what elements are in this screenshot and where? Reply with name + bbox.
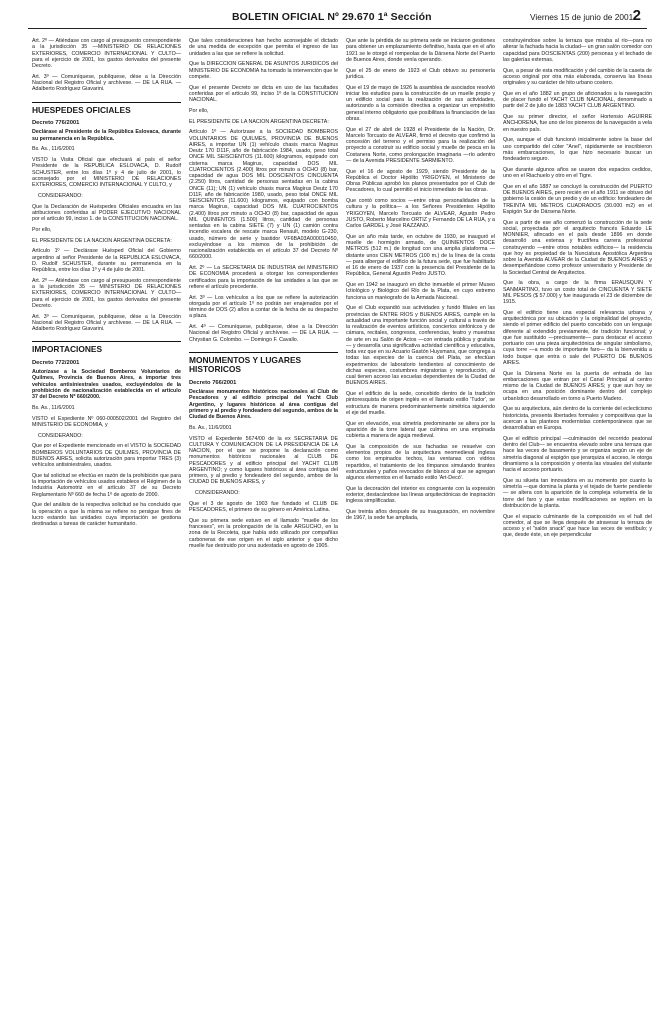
column-4: [503, 38, 652, 543]
paragraph: Que su primer director, el señor Hortensio AGUIRRE ANCHORENA, fue uno de los pioneros de la navegación a vela en nuestro país.: [503, 114, 652, 133]
paragraph: Que en el año 1887 se concluyó la construcción del PUERTO DE BUENOS AIRES, pero recién en el año 1911 se obtuvo del gobierno la cesión de un predio y de un edificio: fondeadero de TREINTA MIL METROS CUADRADOS (30.000 m2) en el Espigón Sur de Dársena Norte.: [503, 183, 652, 215]
paragraph: Que en elevación, esa simetría predominante se altera por la aparición de la torre lateral que culmina en una empinada cubierta a manera de aguja medieval.: [346, 420, 495, 439]
paragraph: EL PRESIDENTE DE LA NACION ARGENTINA DECRETA:: [189, 118, 329, 125]
paragraph: Que un año más tarde, en octubre de 1930, se inauguró el muelle de hormigón armado, de QUINIENTOS DOCE METROS (512 m.) de longitud con una amplia plataforma —distante unos CIEN METROS (100 m.) de la línea de la costa— para albergar el edificio de la futura sede, que fue habilitado el 16 de enero de 1937 con la presencia del Presidente de la República, General Agustín Pedro JUSTO.: [346, 233, 495, 278]
paragraph: Que, aunque el club funcionó inicialmente sobre la base del uso compartido del cúter "Anel", rápidamente se inscribieron más embarcaciones, lo que hizo necesario buscar un fondeadero seguro.: [503, 137, 652, 162]
decree-date: Bs. As., 11/6/2001: [32, 146, 75, 153]
decree-summary: Declárase al Presidente de la República Eslovaca, durante su permanencia en la República.: [32, 129, 181, 142]
paragraph: Que tales consideraciones han hecho aconsejable el dictado de una medida de excepción que permita el ingreso de las unidades a las que se refiere la solicitud.: [189, 38, 338, 57]
paragraph: Que contó como socios —entre otras personalidades de la cultura y la política— a los Señores Presidentes Hipólito YRIGOYEN, Marcelo Torcuato de ALVEAR, Agustín Pedro JUSTO, Roberto Marcelino ORTIZ y Fernando DE LA RUA, y a Carlos GARDEL y José RAZZANO.: [346, 198, 495, 229]
paragraph: Que la Declaración de Huéspedes Oficiales encuadra en las atribuciones conferidas al PODER EJECUTIVO NACIONAL por el artículo 99, inciso 1. de la CONSTITUCION NACIONAL.: [32, 203, 181, 223]
paragraph: Art. 2º — La SECRETARIA DE INDUSTRIA del MINISTERIO DE ECONOMIA procederá a otorgar los correspondientes certificados para la importación de las unidades a las que se refiere el artículo precedente.: [189, 265, 338, 290]
decree-date: Bs. As., 11/6/2001: [32, 404, 75, 411]
paragraph: Que del análisis de la respectiva solicitud se ha concluido que la operación a que la misma se refiere no persigue fines de lucro estando las unidades cuya importación se gestiona destinadas a tareas de carácter humanitario.: [32, 502, 181, 528]
paragraph: Que su arquitectura, aún dentro de la corriente del eclecticismo historicista, presenta libertades formales y compositivas que la acercan a las planteos modernistas contemporáneos que se desarrollaban en Europa.: [503, 406, 652, 431]
paragraph: Art. 2º — Atiéndase con cargo al presupuesto correspondiente a la jurisdicción 35 — MINISTERIO DE RELACIONES EXTERIORES, COMERCIO INTERNACIONAL Y CULTO— para el ejercicio de 2001, los gastos derivados del presente Decreto.: [32, 277, 181, 309]
column-3: [346, 38, 495, 526]
paragraph: Que el 25 de enero de 1923 el Club obtuvo su personería jurídica.: [346, 67, 495, 80]
paragraph: Por ello,: [189, 107, 209, 114]
paragraph: Que el edificio principal —culminación del recorrido peatonal dentro del Club— se encuentra elevado sobre una terraza que hace las veces de basamento y se organiza según un eje de simetría diagonal al espigón que jerarquiza el acceso, le otorga dinamismo a la composición y orienta las visuales del visitante hacia el acceso portuario.: [503, 435, 652, 473]
paragraph: CONSIDERANDO:: [38, 192, 83, 199]
paragraph: Que el 19 de mayo de 1926 la asamblea de asociados resolvió iniciar los estudios para la construcción de un muelle propio y un edificio social para la realización de sus actividades, autorizando a la comisión directiva a organizar un empréstito general interno obligatorio que posibilitara la financiación de las obras.: [346, 84, 495, 122]
paragraph: Art. 3º — Comuníquese, publíquese, dése a la Dirección Nacional del Registro Oficial y archívese. — DE LA RUA. — Adalberto Rodríguez Giavarini.: [32, 73, 181, 93]
section-title: MONUMENTOS Y LUGARES HISTORICOS: [189, 352, 338, 375]
paragraph: Que en 1942 se inauguró en dicho inmueble el primer Museo Ictiológico y Biológico del Río de la Plata, en cuyo extremo funciona un maréografo de la Armada Nacional.: [346, 282, 495, 301]
paragraph: Que a partir de ese año comenzó la construcción de la sede social, proyectada por el arquitecto francés Eduardo LE MONNIER, afincado en el país desde 1896 en donde desarrolló una extensa y fructífera carrera profesional construyendo —entre otros notables edificios— la residencia que hoy es propiedad de la Nunciatura Apostólica Argentina sobre la Avenida ALVEAR de la Ciudad de BUENOS AIRES y desempeñándose como profesor universitario y Presidente de la Sociedad Central de Arquitectos.: [503, 219, 652, 276]
paragraph: Que la decoración del interior es congruente con la expresión exterior, destacándose las líneas arquitectónicas de inspiración inglesa simplificadas.: [346, 485, 495, 505]
paragraph: Que su silueta tan innovadora en su momento por cuanto la simetría —que domina la planta y el tejado de fuerte pendiente— se altera con la aparición de la compleja volumetría de la torre del faro y que estas modificaciones se repiten en la distribución de la planta.: [503, 477, 652, 509]
decree-number: Decreto 772/2001: [32, 359, 80, 366]
paragraph: Que la obra, a cargo de la firma ERAUSQUIN Y SANMARTINO, tuvo un costo total de CINCUENTA Y SIETE MIL PESOS ($ 57.000) y fue inaugurada el 23 de diciembre de 1915.: [503, 280, 652, 305]
paragraph: Artículo 1º — Declárase Huésped Oficial del Gobierno argentino al señor Presidente de la REPUBLICA ESLOVACA, D. Rudolf SCHUSTER, durante su permanencia en la República, entre los días 1º y 4 de julio de 2001.: [32, 248, 181, 274]
decree-number: Decreto 776/2001: [32, 120, 80, 127]
decree-summary: Declárase monumentos históricos nacionales al Club de Pescadores y al edificio principal del Yacht Club Argentino, y lugares históricos al área contigua del primero y al predio y fondeadero del segundo, ambos de la Ciudad de Buenos Aires.: [189, 389, 338, 421]
paragraph: CONSIDERANDO:: [195, 490, 240, 497]
decree-number: Decreto 766/2001: [189, 379, 237, 386]
paragraph: Que en el año 1882 un grupo de aficionados a la navegación de placer fundó el YACHT CLUB NACIONAL, denominado a partir del 2 de julio de 1883 YACHT CLUB ARGENTINO.: [503, 90, 652, 110]
paragraph: Que la Dársena Norte es la puerta de entrada de las embarcaciones que entran por el Canal Principal al centro mismo de la Ciudad de BUENOS AIRES; y que aun hoy se ocupa en una posición dominante dentro del complejo urbanístico desarrollado en torno a Puerto Madero.: [503, 370, 652, 402]
paragraph: Que durante algunos años se usaron dos espacios cedidos, uno en el Riachuelo y otro en el Tigre.: [503, 166, 652, 179]
paragraph: Art. 4º — Comuníquese, publíquese, dése a la Dirección Nacional del Registro Oficial y archívese. — DE LA RUA. — Chrystian G. Colombo. — Domingo F. Cavallo.: [189, 324, 338, 343]
paragraph: Que tal solicitud se efectúa en razón de la prohibición que para la importación de vehículos usados establece el Régimen de la Industria Automotriz en el artículo 37 de su Decreto Reglamentario Nº 660 de fecha 1º de agosto de 2000.: [32, 472, 181, 498]
section-title: IMPORTACIONES: [32, 341, 181, 355]
paragraph: Por ello,: [32, 226, 52, 233]
paragraph: Que la DIRECCION GENERAL DE ASUNTOS JURIDICOS del MINISTERIO DE ECONOMIA ha tomado la intervención que le compete.: [189, 61, 338, 80]
paragraph: Que la composición de sus fachadas se resuelve con elementos propios de la arquitectura neomedieval inglesa como los empinados techos, las ventanas con vidrios repartidos, el tratamiento de los tímpanos simulando tirantes estructurales y paños revocados de blanco al que se agregan algunos elementos en el llamado estilo 'Art-Decó'.: [346, 443, 495, 481]
paragraph: Que el 16 de agosto de 1929, siendo Presidente de la República el Doctor Hipólito YRIGOYEN, el Ministerio de Obras Públicas aprobó los planos presentados por el Club de Pescadores, lo cual permitió el inicio inmediato de las obras.: [346, 168, 495, 194]
paragraph: Que el presente Decreto se dicta en uso de las facultades conferidas por el artículo 99, inciso 1º de la CONSTITUCION NACIONAL.: [189, 84, 338, 103]
paragraph: Que ante la pérdida de su primera sede se iniciaron gestiones para obtener un emplazamiento definitivo, hasta que en el año 1921 se le otorgó el rompeolas de la Dársena Norte del Puerto de Buenos Aires, donde venía operando.: [346, 38, 495, 63]
paragraph: CONSIDERANDO:: [38, 432, 83, 439]
paragraph: Que el espacio culminante de la composición es el hall del comedor, al que se llega después de atravesar la terraza de acceso y el "salón snack" que hace las veces de vestíbulo; y que, desde éste, un eje perpendicular: [503, 513, 652, 539]
page-number: 2: [632, 7, 641, 24]
paragraph: VISTO el Expediente Nº 060-000502/2001 del Registro del MINISTERIO DE ECONOMIA, y: [32, 415, 181, 428]
paragraph: Que, a pesar de esta modificación y del cambio de la caseta de acceso original por otra más elaborada, conserva las líneas originales y su carácter de hito urbano costero.: [503, 67, 652, 86]
bulletin-title: BOLETIN OFICIAL Nº 29.670 1ª Sección: [232, 11, 432, 23]
decree-summary: Autorízase a la Sociedad Bomberos Voluntarios de Quilmes, Provincia de Buenos Aires, a importar tres vehículos antisiniestrales usados, excluyéndolos de la prohibición de nacionalización establecida en el artículo 37 del Decreto Nº 660/2000.: [32, 369, 181, 401]
paragraph: Art. 3º — Comuníquese, publíquese, dése a la Dirección Nacional del Registro Oficial y archívese. — DE LA RUA. — Adalberto Rodríguez Giavarini.: [32, 313, 181, 333]
paragraph: VISTO el Expediente 5674/00 de la ex SECRETARIA DE CULTURA Y COMUNICACION DE LA PRESIDENCIA DE LA NACION, por el que se propone la declaración como monumentos históricos nacionales al CLUB DE PESCADORES y al edificio principal del YACHT CLUB ARGENTINO; y como lugares históricos al área contigua del primero, y al predio y fondeadero del segundo, ambos de la CIUDAD DE BUENOS AIRES, y: [189, 435, 338, 486]
paragraph: Que el edificio de la sede, concebido dentro de la tradición pintoresquista de origen inglés en el llamado estilo 'Tudor', se estructura de manera predominantemente simétrica siguiendo el eje del muelle.: [346, 391, 495, 416]
issue-date: Viernes 15 de junio de 2001: [530, 12, 634, 22]
paragraph: Que el Club expandió sus actividades y fundó filiales en las provincias de ENTRE RIOS y BUENOS AIRES, cumple en la actualidad una importante función social y cultural a través de la realización de eventos artísticos, conciertos sinfónicos y de cámara, recitales, congresos, conferencias, teatro y muestras de arte en su Salón de Actos —con entrada pública y gratuita— y desarrolla una significativa actividad científica y educativa, toda vez que en su Acuario Gastón Huysmans, que congrega a todas las especies de la cuenca del Plata, se efectúan experimentos de laboratorio tendientes al conocimiento de dichas especies, costumbres migratorias y reproducción, al cual tienen acceso las escuelas dependientes de la Ciudad de BUENOS AIRES.: [346, 305, 495, 387]
paragraph: construyéndose sobre la terraza que miraba al río—para no alterar la fachada hacia la ciudad— un gran salón comedor con capacidad para DOSCIENTAS (200) personas y el techado de las galerías externas.: [503, 38, 652, 63]
column-2: [189, 38, 338, 554]
paragraph: Que treinta años después de su inauguración, en noviembre de 1967, la sede fue ampliada,: [346, 509, 495, 522]
paragraph: Que por el Expediente mencionado en el VISTO la SOCIEDAD BOMBEROS VOLUNTARIOS DE QUILMES, PROVINCIA DE BUENOS AIRES, solicita autorización para importar TRES (3) vehículos antisiniestrales, usados.: [32, 443, 181, 469]
column-1: [32, 38, 181, 532]
section-title: HUESPEDES OFICIALES: [32, 102, 181, 116]
paragraph: VISTO la Visita Oficial que efectuará al país el señor Presidente de la REPUBLICA ESLOVACA, D. Rudolf SCHUSTER, entre los días 1º y 4 de julio de 2001, lo aconsejado por el MINISTERIO DE RELACIONES EXTERIORES, COMERCIO INTERNACIONAL Y CULTO, y: [32, 157, 181, 189]
paragraph: EL PRESIDENTE DE LA NACION ARGENTINA DECRETA:: [32, 237, 172, 244]
decree-date: Bs. As., 11/6/2001: [189, 424, 232, 431]
paragraph: Que el edificio tiene una especial relevancia urbana y arquitectónica por su ubicación y la originalidad del proyecto, siendo el primer edificio del puerto concebido con un lenguaje diferente al extendido previamente, de tradición funcional; y que fue sustituido —precisamente— para destacar el acceso portuario con una pieza arquitectónica de singular simbolismo, cuya torre —a modo de importante faro— da la bienvenida a todo buque que entra o sale del PUERTO DE BUENOS AIRES.: [503, 309, 652, 366]
paragraph: Art. 2º — Atiéndase con cargo al presupuesto correspondiente a la jurisdicción 35 —MINISTERIO DE RELACIONES EXTERIORES, COMERCIO INTERNACIONAL Y CULTO— para el ejercicio de 2001, los gastos derivados del presente Decreto.: [32, 38, 181, 69]
paragraph: Que su primera sede estuvo en el llamado "muelle de los franceses", en la prolongación de la calle ARGUCHO, en la zona de la Recoleta, que había sido utilizado por compañías carboneras de ese origen en el siglo anterior y que dicho muelle fue destruido por una sudestada en agosto de 1905.: [189, 517, 338, 549]
paragraph: Que el 27 de abril de 1928 el Presidente de la Nación, Dr. Marcelo Torcuato de ALVEAR, firmó el decreto que confirmó la concesión del terreno y el permiso para la realización del proyecto a construir su edificio social y muelle de pesca en la Costanera Norte, como prolongación imaginaria —río adentro— de la Avenida PRESIDENTE SARMIENTO.: [346, 126, 495, 164]
paragraph: Art. 3º — Los vehículos a los que se refiere la autorización otorgada por el artículo 1º no podrán ser enajenados por el término de DOS (2) años a contar de la fecha de su despacho a plaza.: [189, 294, 338, 320]
paragraph: Artículo 1º — Autorízase a la SOCIEDAD BOMBEROS VOLUNTARIOS DE QUILMES, PROVINCIA DE BUENOS AIRES, a importar UN (1) vehículo chasis marca Magirus Deutz 170 D11F, año de fabricación 1984, usado, peso total ONCE MIL SEISCIENTOS (11.600) kilogramos, equipado con cisterna marca Magirus, capacidad DOS MIL CUATROCIENTOS (2.400) litros por minuto a OCHO (8) bar, capacidad de agua DOS MIL DOSCIENTOS CINCUENTA (2.250) litros, cantidad de personas sentadas en la cabina ONCE (11); UN (1) vehículo chasis marca Magirus Deutz 170 D11F, año de fabricación 1980, usado, peso total ONCE MIL SEISCIENTOS (11.600) kilogramos, equipado con bomba marca Magirus, capacidad DOS MIL CUATROCIENTOS (2.400) litros por minuto a OCHO (8) bar, capacidad de agua MIL QUINIENTOS (1.500) litros, cantidad de personas sentadas en la cabina SIETE (7) y UN (1) camión contra incendio escalera de rescate marca Renault, modelo G-230, usado, número de serie y bastidor VF6BA03A000010450, excluyéndose a los mismos de la prohibición de nacionalización establecida en el artículo 37 del Decreto Nº 660/2000.: [189, 129, 338, 261]
page-header: [28, 6, 647, 29]
paragraph: Que el 3 de agosto de 1903 fue fundado el CLUB DE PESCADORES, el primero de su género en América Latina.: [189, 500, 338, 514]
